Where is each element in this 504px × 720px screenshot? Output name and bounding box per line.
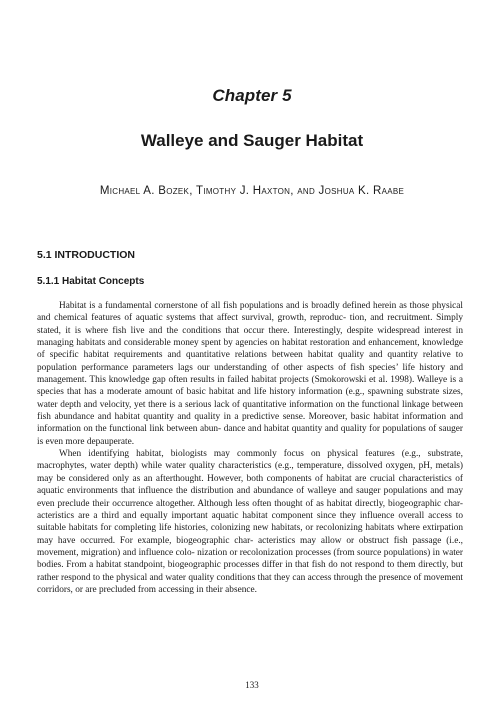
subsection-heading: 5.1.1 Habitat Concepts xyxy=(37,276,145,287)
chapter-title: Walleye and Sauger Habitat xyxy=(140,131,364,150)
paragraph: When identifying habitat, biologists may commonly focus on physical features (e.g., substrate, macrophytes, water depth) while water quality characteristics (e.g., temperature, dissolved oxygen, pH, metals) may be considered only as an afterthought. However, both components of habitat are crucial characteristics of aquatic environments that influence the distribution and abundance of walleye and sauger populations and may even preclude their occurrence altogether. Although less often thought of as habitat directly, biogeographic char- acteristics are a third and equally important aquatic habitat component since they influence overall access to suitable habitats for completing life histories, colonizing new habitats, or recolonizing habitats where extirpation may have occurred. For example, biogeographic char- acteristics may allow or obstruct fish passage (i.e., movement, migration) and influence colo- nization or recolonization processes (from source populations) in water bodies. From a habitat standpoint, biogeographic processes differ in that fish do not respond to them directly, but rather respond to the physical and water quality conditions that they can access through the presence of movement corridors, or are precluded from accessing in their absence. xyxy=(37,449,463,595)
paragraph: Habitat is a fundamental cornerstone of all fish populations and is broadly defined herein as those physical and chemical features of aquatic systems that affect survival, growth, reproduc- tion, and recruitment. Simply stated, it is where fish live and the conditions that occur there. Interestingly, despite widespread interest in managing habitats and considerable money spent by agencies on habitat restoration and enhancement, knowledge of specific habitat requirements and quantitative relations between habitat quality and quantity relative to population performance parameters lags our understanding of other aspects of fish species’ life history and management. This knowledge gap often results in failed habitat projects (Smokorowski et al. 1998). Walleye is a species that has a moderate amount of basic habitat and life history information (e.g., spawning substrate sizes, water depth and velocity, yet there is a serious lack of quantitative information on the functional linkage between fish abundance and habitat quantity and quality in a predictive sense. Moreover, basic habitat information and information on the functional link between abun- dance and habitat quantity and quality for populations of sauger is even more depauperate. xyxy=(37,301,463,447)
chapter-label: Chapter 5 xyxy=(212,86,292,105)
body-text xyxy=(37,300,463,596)
page-number: 133 xyxy=(245,680,259,690)
author-line: Michael A. Bozek, Timothy J. Haxton, and Joshua K. Raabe xyxy=(99,185,405,197)
section-heading: 5.1 INTRODUCTION xyxy=(37,249,136,261)
